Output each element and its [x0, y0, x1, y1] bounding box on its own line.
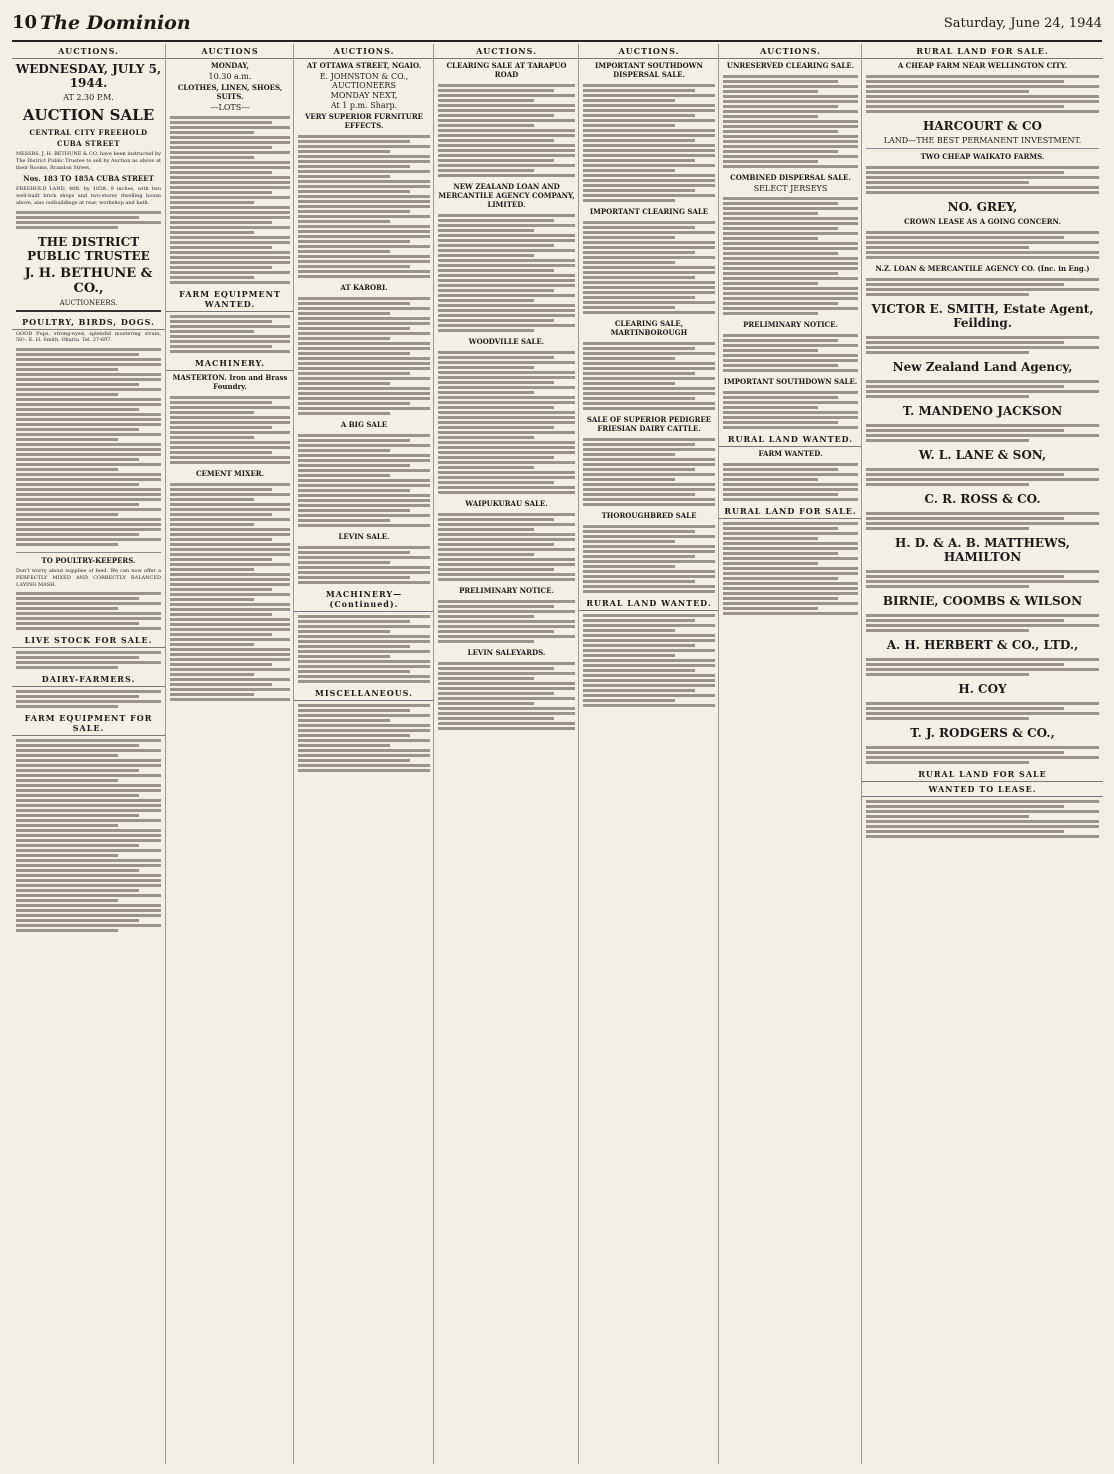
column-5 [578, 44, 719, 1464]
listing-header: TWO CHEAP WAIKATO FARMS. [920, 152, 1045, 161]
sale-title: AUCTION SALE [22, 106, 155, 124]
thoroughbred-sale-header: THOROUGHBRED SALE [601, 511, 697, 520]
sale-address: Nos. 183 TO 185A CUBA STREET [23, 174, 154, 184]
text-lines [862, 377, 1103, 401]
text-lines [579, 435, 719, 509]
text-lines [719, 72, 862, 171]
sale-date: WEDNESDAY, JULY 5, 1944. [15, 62, 162, 90]
southdown-sale-header: IMPORTANT SOUTHDOWN SALE. [723, 377, 858, 386]
machinery-continued-header: MACHINERY—(Continued). [294, 587, 434, 612]
agent-name: BIRNIE, COOMBS & WILSON [882, 594, 1083, 608]
masthead [12, 12, 1102, 42]
second-sale-title: AT KARORI. [340, 283, 388, 292]
listing-header: CROWN LEASE AS A GOING CONCERN. [904, 217, 1061, 226]
levin-sale-header: LEVIN SALE. [338, 532, 390, 541]
text-lines [862, 797, 1103, 841]
text-lines [579, 611, 719, 710]
agent-tagline: LAND—THE BEST PERMANENT INVESTMENT. [883, 136, 1082, 145]
text-lines [294, 132, 434, 281]
text-lines [12, 589, 165, 633]
text-lines [862, 228, 1103, 262]
section-header: AUCTIONS [166, 44, 294, 59]
wanted-to-lease-header: WANTED TO LEASE. [862, 782, 1103, 797]
sale-subtitle: VERY SUPERIOR FURNITURE EFFECTS. [304, 112, 424, 130]
text-lines [579, 339, 719, 413]
text-lines [166, 312, 294, 356]
column-3 [293, 44, 434, 1464]
text-lines [862, 743, 1103, 767]
firm-name: J. H. BETHUNE & CO., [24, 265, 153, 296]
newspaper-title: The Dominion [40, 12, 191, 34]
agent-name: H. D. & A. B. MATTHEWS, HAMILTON [895, 536, 1070, 564]
text-lines [862, 72, 1103, 116]
agent-name: W. L. LANE & SON, [918, 448, 1047, 462]
agent-name: NO. GREY, [947, 200, 1018, 214]
agent-name: H. COY [958, 682, 1007, 696]
rural-land-for-sale-header: RURAL LAND FOR SALE [862, 767, 1103, 782]
agent-name: A. H. HERBERT & CO., LTD., [886, 638, 1079, 652]
column-6 [718, 44, 862, 1464]
sale-intro: MESSRS. J. H. BETHUNE & CO. have been instructed by The District Public Trustee to sell by Auction as above at their Rooms, Brandon Street, [16, 151, 161, 171]
agent-name: New Zealand Land Agency, [892, 360, 1073, 374]
miscellaneous-header: MISCELLANEOUS. [294, 686, 434, 701]
sale-title: UNRESERVED CLEARING SALE. [726, 61, 855, 70]
combined-sale-header: COMBINED DISPERSAL SALE. [730, 173, 851, 182]
text-lines [862, 567, 1103, 591]
listing-header: A CHEAP FARM NEAR WELLINGTON CITY. [897, 61, 1068, 70]
poultry-notice: TO POULTRY-KEEPERS. [41, 556, 136, 565]
machinery-header: MACHINERY. [166, 356, 294, 371]
sale-title: IMPORTANT SOUTHDOWN DISPERSAL SALE. [595, 61, 703, 79]
section-header: AUCTIONS. [719, 44, 862, 59]
text-lines [862, 163, 1103, 197]
select-jerseys: SELECT JERSEYS [753, 184, 828, 193]
text-lines [294, 612, 434, 686]
poultry-text: GOOD Pups, strong-eyed, splendid mustering strain, 50/-. E. H. Smith, Ohariu. Tel. 27-697. [16, 330, 161, 344]
text-lines [862, 655, 1103, 679]
text-lines [434, 81, 579, 180]
farm-wanted-header: FARM WANTED. [758, 449, 823, 458]
rural-land-wanted-header: RURAL LAND WANTED. [719, 432, 862, 447]
sale-title: CLEARING SALE AT TARAPUO ROAD [446, 61, 567, 79]
text-lines [12, 648, 165, 672]
text-lines [434, 348, 579, 497]
sale-title: CLOTHES, LINEN, SHOES, SUITS. [177, 83, 283, 101]
text-lines [719, 388, 862, 432]
preliminary-notice-header: PRELIMINARY NOTICE. [743, 320, 838, 329]
trustee-name: THE DISTRICT PUBLIC TRUSTEE [27, 234, 150, 263]
dairy-header: DAIRY-FARMERS. [12, 672, 165, 687]
text-lines [862, 275, 1103, 299]
sale-date: MONDAY NEXT, [330, 91, 398, 100]
martinborough-sale-header: CLEARING SALE, MARTINBOROUGH [610, 319, 688, 337]
farm-equipment-wanted-header: FARM EQUIPMENT WANTED. [166, 287, 294, 312]
text-lines [12, 687, 165, 711]
text-lines [719, 519, 862, 618]
text-lines [294, 701, 434, 775]
sale-subtitle-2: CUBA STREET [57, 139, 120, 148]
text-lines [166, 393, 294, 467]
poultry-notice-text: Don't worry about supplies of feed. We can now offer a PERFECTLY MIXED AND CORRECTLY BALANCED LAYING MASH. [16, 568, 161, 588]
agent-name: VICTOR E. SMITH, Estate Agent, Feilding. [871, 302, 1094, 330]
text-lines [579, 218, 719, 317]
text-lines [434, 510, 579, 584]
text-lines [719, 460, 862, 504]
columns [12, 44, 1102, 1466]
cement-mixer-header: CEMENT MIXER. [195, 469, 265, 478]
text-lines [294, 431, 434, 530]
text-lines [579, 81, 719, 205]
waipukurau-sale-header: WAIPUKURAU SALE. [465, 499, 548, 508]
text-lines [166, 113, 294, 287]
text-lines [12, 208, 165, 232]
text-lines [719, 194, 862, 318]
text-lines [12, 345, 165, 549]
text-lines [434, 659, 579, 733]
page-number: 10 [12, 12, 38, 33]
text-lines [862, 421, 1103, 445]
agent-name: T. J. RODGERS & CO., [910, 726, 1055, 740]
sale-date: MONDAY, [211, 61, 249, 70]
column-1 [12, 44, 165, 1464]
section-header: AUCTIONS. [434, 44, 579, 59]
section-header: RURAL LAND FOR SALE. [862, 44, 1103, 59]
machinery-text: MASTERTON. Iron and Brass Foundry. [172, 373, 288, 391]
text-lines [166, 480, 294, 704]
text-lines [434, 597, 579, 646]
company-name: NEW ZEALAND LOAN AND MERCANTILE AGENCY COMPANY, LIMITED. [438, 182, 575, 209]
agent-name: T. MANDENO JACKSON [902, 404, 1063, 418]
sale-time: AT 2.30 P.M. [63, 93, 114, 102]
text-lines [862, 509, 1103, 533]
lots-label: ---LOTS--- [210, 103, 250, 112]
section-header: AUCTIONS. [579, 44, 719, 59]
column-7 [861, 44, 1103, 1464]
woodville-sale-header: WOODVILLE SALE. [468, 337, 545, 346]
third-sale-title: A BIG SALE [340, 420, 388, 429]
text-lines [294, 294, 434, 418]
preliminary-notice-header: PRELIMINARY NOTICE. [459, 586, 554, 595]
text-lines [862, 333, 1103, 357]
text-lines [719, 331, 862, 375]
friesian-sale-header: SALE OF SUPERIOR PEDIGREE FRIESIAN DAIRY CATTLE. [586, 415, 712, 433]
rural-land-for-sale-header: RURAL LAND FOR SALE. [719, 504, 862, 519]
section-header: AUCTIONS. [294, 44, 434, 59]
text-lines [862, 611, 1103, 635]
column-2 [165, 44, 294, 1464]
auctioneer-firm: E. JOHNSTON & CO., AUCTIONEERS [319, 72, 409, 90]
agent-name: C. R. ROSS & CO. [924, 492, 1041, 506]
text-lines [862, 699, 1103, 723]
issue-date: Saturday, June 24, 1944 [943, 16, 1102, 31]
text-lines [579, 522, 719, 596]
live-stock-header: LIVE STOCK FOR SALE. [12, 633, 165, 648]
sale-body: FREEHOLD LAND, 40ft. by 105ft. 9 inches, with two well-built brick shops and two-storey dwelling house above, also outbuildings at rear, workshop and bath. [16, 186, 161, 206]
poultry-header: POULTRY, BIRDS, DOGS. [12, 315, 165, 330]
clearing-sale-header: IMPORTANT CLEARING SALE [589, 207, 709, 216]
agent-name: HARCOURT & CO [923, 119, 1042, 133]
sale-time: At 1 p.m. Sharp. [330, 101, 398, 110]
text-lines [12, 736, 165, 935]
rural-land-wanted-header: RURAL LAND WANTED. [579, 596, 719, 611]
firm-sub: AUCTIONEERS. [59, 298, 118, 307]
levin-saleyards-header: LEVIN SALEYARDS. [467, 648, 546, 657]
sale-subtitle: CENTRAL CITY FREEHOLD [29, 128, 148, 137]
sale-title: AT OTTAWA STREET, NGAIO. [306, 61, 422, 70]
section-header: AUCTIONS. [12, 44, 165, 59]
column-4 [433, 44, 579, 1464]
farm-equipment-header: FARM EQUIPMENT FOR SALE. [12, 711, 165, 736]
agent-name: N.Z. LOAN & MERCANTILE AGENCY CO. (Inc. in Eng.) [875, 264, 1090, 273]
text-lines [294, 543, 434, 587]
text-lines [434, 211, 579, 335]
text-lines [862, 465, 1103, 489]
sale-time: 10.30 a.m. [208, 72, 252, 81]
